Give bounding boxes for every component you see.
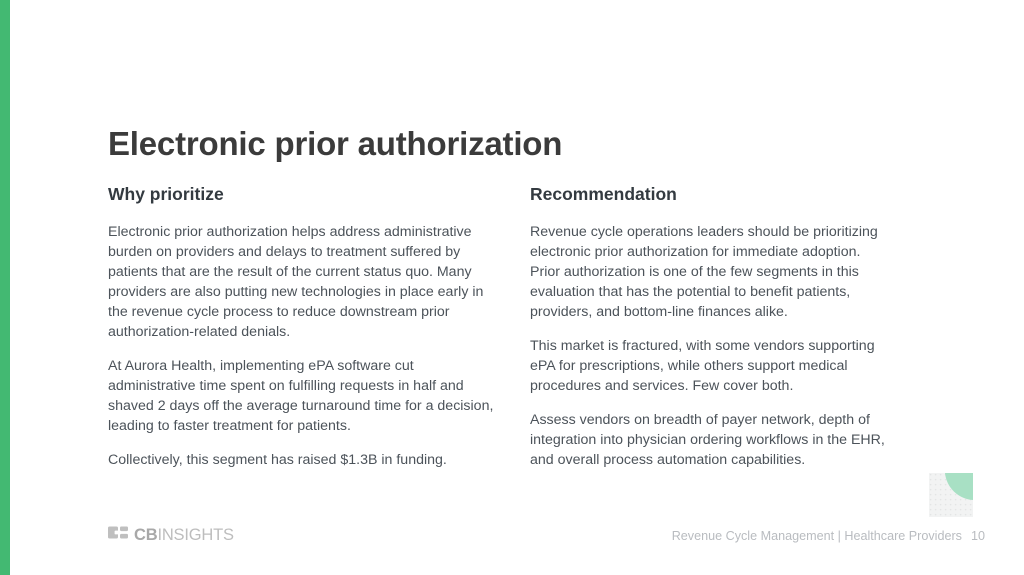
paragraph: This market is fractured, with some vendors supporting ePA for prescriptions, while others support medical procedures and services. Few cover both. [530, 338, 875, 394]
page-title: Electronic prior authorization [108, 125, 563, 162]
cbinsights-blocks-icon [108, 526, 128, 544]
footer-caption: Revenue Cycle Management | Healthcare Providers [671, 529, 962, 543]
paragraph: At Aurora Health, implementing ePA software cut administrative time spent on fulfilling requests in half and shaved 2 days off the average turnaround time for a decision, leading to faster treatment for patients. [108, 358, 494, 434]
logo-cb: CB [134, 526, 158, 544]
paragraph: Collectively, this segment has raised $1.3B in funding. [108, 452, 447, 468]
why-prioritize-column [108, 183, 500, 470]
cbinsights-wordmark [134, 526, 234, 544]
left-accent-bar [0, 0, 10, 575]
paragraph: Electronic prior authorization helps address administrative burden on providers and delays to treatment suffered by patients that are the result of the current status quo. Many providers are also putting new technologies in place early in the revenue cycle process to reduce downstream prior authorization-related denials. [108, 224, 484, 340]
cbinsights-logo [108, 526, 234, 544]
quarter-arc-square-icon [929, 473, 973, 517]
paragraph: Revenue cycle operations leaders should be prioritizing electronic prior authorization for immediate adoption. Prior authorization is one of the few segments in this evaluation that has the potential to benefit patients, providers, and bottom-line finances alike. [530, 224, 878, 320]
column-heading-why-prioritize: Why prioritize [108, 184, 224, 204]
recommendation-column [530, 183, 894, 470]
paragraph: Assess vendors on breadth of payer network, depth of integration into physician ordering workflows in the EHR, and overall process automation capabilities. [530, 412, 885, 468]
page-number: 10 [970, 529, 985, 543]
column-heading-recommendation: Recommendation [530, 184, 677, 204]
footer-meta [672, 528, 985, 544]
logo-insights: INSIGHTS [157, 526, 234, 544]
